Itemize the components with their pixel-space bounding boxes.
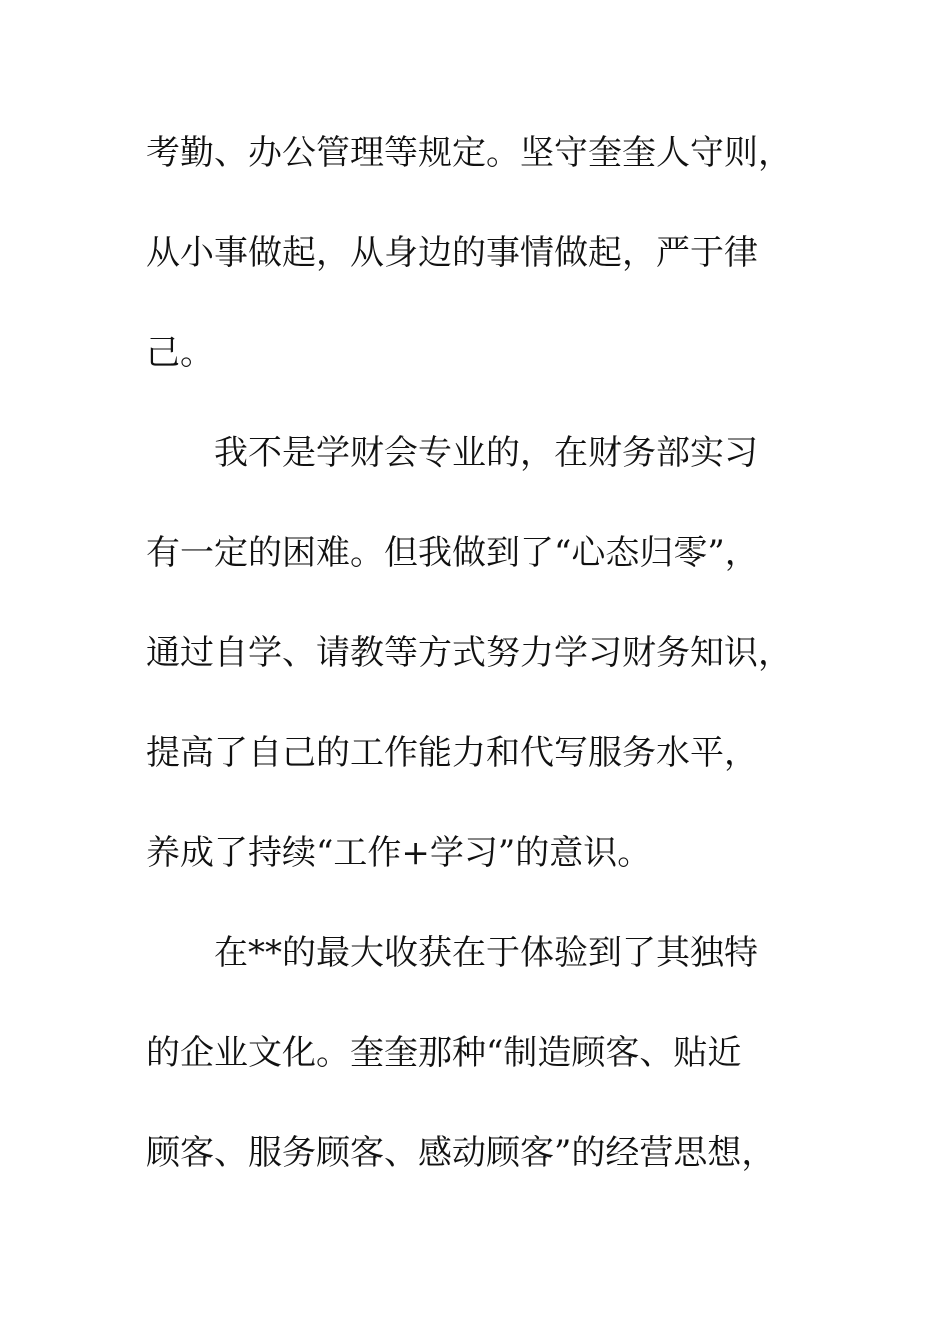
text-line-3: 己。 [146, 333, 214, 373]
text-line-5: 有一定的困难。但我做到了“心态归零”， [146, 533, 759, 573]
text-line-9: 在**的最大收获在于体验到了其独特 [214, 933, 758, 973]
text-line-6: 通过自学、请教等方式努力学习财务知识， [146, 633, 792, 673]
text-line-10: 的企业文化。奎奎那种“制造顾客、贴近 [146, 1033, 742, 1073]
text-line-2: 从小事做起，从身边的事情做起，严于律 [146, 233, 758, 273]
text-line-8: 养成了持续“工作+学习”的意识。 [146, 833, 652, 873]
text-line-4: 我不是学财会专业的，在财务部实习 [214, 433, 758, 473]
text-line-7: 提高了自己的工作能力和代写服务水平， [146, 733, 758, 773]
text-line-11: 顾客、服务顾客、感动顾客”的经营思想， [146, 1133, 776, 1173]
text-line-1: 考勤、办公管理等规定。坚守奎奎人守则， [146, 133, 792, 173]
